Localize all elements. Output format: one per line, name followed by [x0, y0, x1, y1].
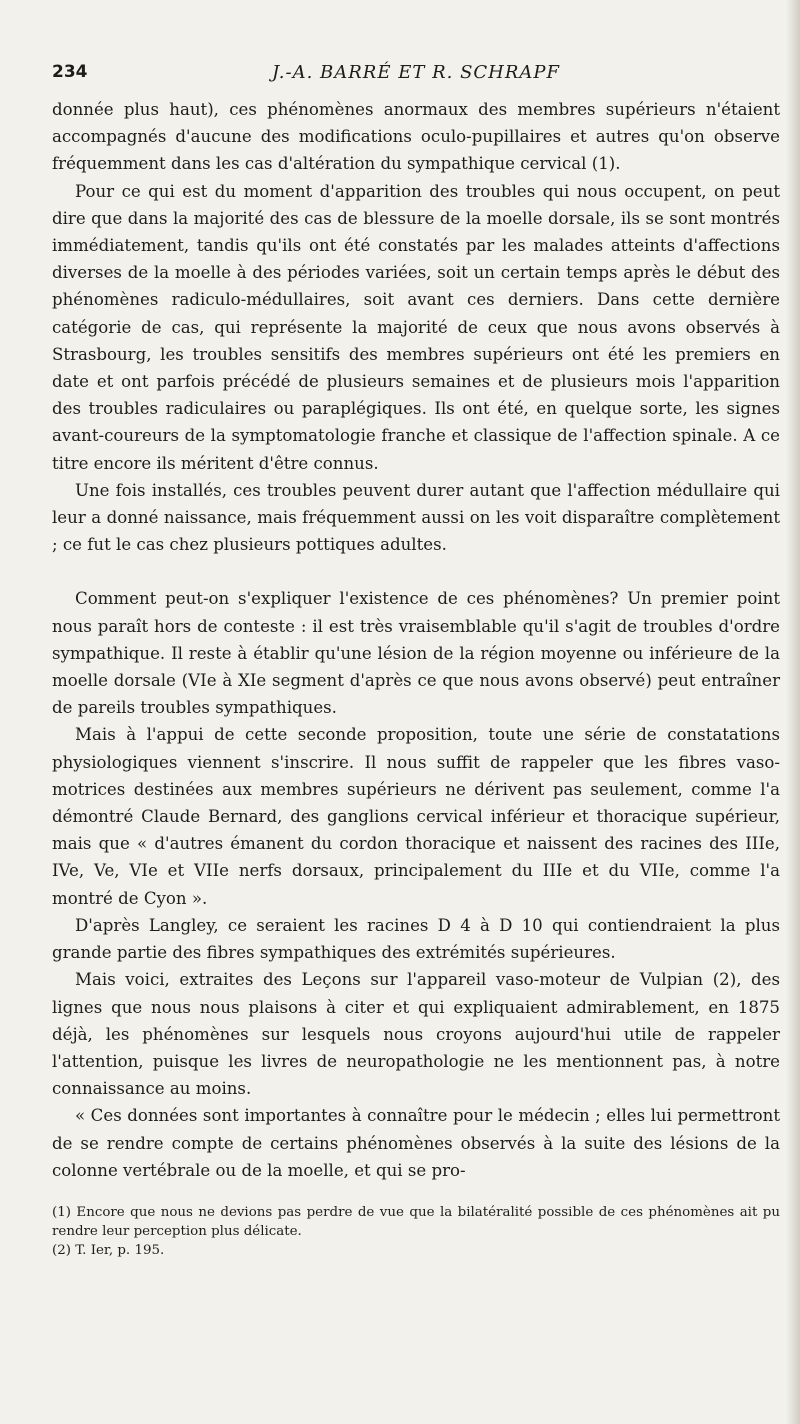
paragraph-duration: Une fois installés, ces troubles peuvent durer autant que l'affection médullaire qui leur a donné naissance, mais fréquemment aussi on les voit disparaître complètement ; ce fut le cas chez plusieurs pottiques adultes.: [52, 480, 780, 555]
running-title: J.-A. BARRÉ ET R. SCHRAPF: [271, 62, 561, 83]
footnotes: [52, 1203, 780, 1260]
footnote-2: (2) T. Ier, p. 195.: [52, 1242, 165, 1258]
page-number: 234: [52, 62, 88, 82]
paragraph-quotation: « Ces données sont importantes à connaître pour le médecin ; elles lui permettront de se rendre compte de certains phénomènes observés à la suite des lésions de la colonne vertébrale ou de la moelle, et qui se pro-: [52, 1106, 780, 1180]
paragraph-explanation: Comment peut-on s'expliquer l'existence de ces phénomènes? Un premier point nous paraît hors de conteste : il est très vraisemblable qu'il s'agit de troubles d'ordre sympathique. Il reste à établir qu'une lésion de la région moyenne ou inférieure de la moelle dorsale (VIe à XIe segment d'après ce que nous avons observé) peut entraîner de pareils troubles sympathiques.: [52, 589, 780, 718]
paragraph-onset: Pour ce qui est du moment d'apparition des troubles qui nous occupent, on peut dire que dans la majorité des cas de blessure de la moelle dorsale, ils se sont montrés immédiatement, tandis qu'ils ont été constatés par les malades atteints d'affections diverses de la moelle à des périodes variées, soit un certain temps après le début des phénomènes radiculo-médullaires, soit avant ces derniers. Dans cette dernière catégorie de cas, qui représente la majorité de ceux que nous avons observés à Strasbourg, les troubles sensitifs des membres supérieurs ont été les premiers en date et ont parfois précédé de plusieurs semaines et de plusieurs mois l'apparition des troubles radiculaires ou paraplégiques. Ils ont été, en quelque sorte, les signes avant-coureurs de la symptomatologie franche et classique de l'affection spinale. A ce titre encore ils méritent d'être connus.: [52, 181, 780, 473]
page-header: [52, 62, 780, 96]
paragraph-continuation: donnée plus haut), ces phénomènes anormaux des membres supérieurs n'étaient accompagnés d'aucune des modifications oculo-pupillaires et autres qu'on observe fréquemment dans les cas d'altération du sympathique cervical (1).: [52, 100, 780, 174]
page-edge-shadow: [786, 0, 800, 1424]
paragraph-physiology: Mais à l'appui de cette seconde proposition, toute une série de constatations physiologiques viennent s'inscrire. Il nous suffit de rappeler que les fibres vaso-motrices destinées aux membres supérieurs ne dérivent pas seulement, comme l'a démontré Claude Bernard, des ganglions cervical inférieur et thoracique supérieur, mais que « d'autres émanent du cordon thoracique et naissent des racines des IIIe, IVe, Ve, VIe et VIIe nerfs dorsaux, principalement du IIIe et du VIIe, comme l'a montré de Cyon ».: [52, 725, 780, 908]
paragraph-langley: D'après Langley, ce seraient les racines D 4 à D 10 qui contiendraient la plus grande partie des fibres sympathiques des extrémités supérieures.: [52, 915, 780, 963]
footnote-1: (1) Encore que nous ne devions pas perdre de vue que la bilatéralité possible de ces phénomènes ait pu rendre leur perception plus délicate.: [52, 1204, 780, 1239]
body-text: [52, 96, 780, 1184]
paragraph-vulpian: Mais voici, extraites des Leçons sur l'appareil vaso-moteur de Vulpian (2), des lignes que nous nous plaisons à citer et qui expliquaient admirablement, en 1875 déjà, les phénomènes sur lesquels nous croyons aujourd'hui utile de rappeler l'attention, puisque les livres de neuropathologie ne les mentionnent pas, à notre connaissance au moins.: [52, 970, 780, 1099]
book-page: [52, 62, 780, 1260]
section-gap: [52, 558, 780, 585]
